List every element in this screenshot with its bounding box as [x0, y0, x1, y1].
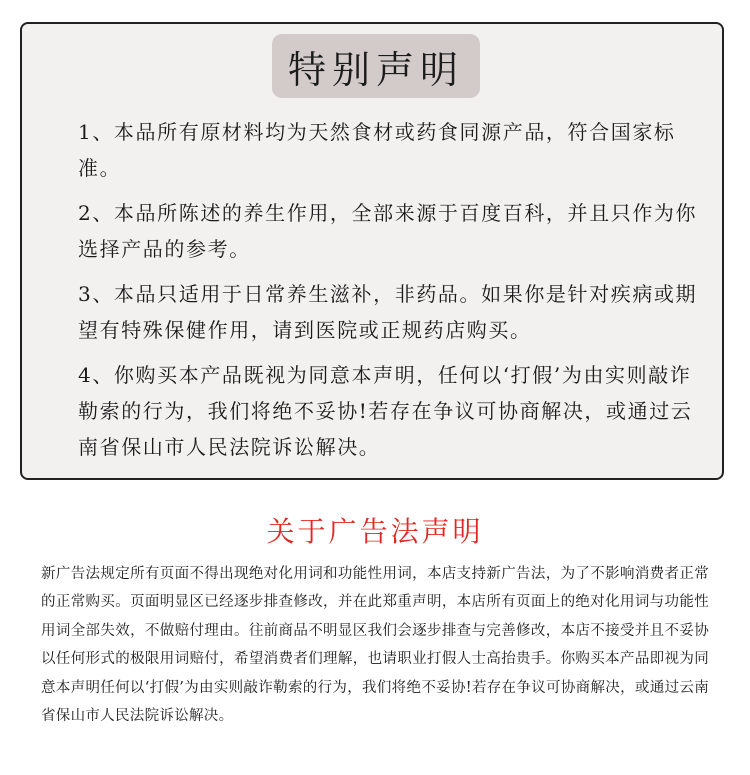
special-notice-title-tab — [272, 34, 480, 98]
ad-law-title: 关于广告法声明 — [266, 515, 484, 548]
notice-item-4: 4、你购买本产品既视为同意本声明，任何以‘打假’为由实则敲诈勒索的行为，我们将绝不妥协!若存在争议可协商解决，或通过云南省保山市人民法院诉讼解决。 — [78, 363, 693, 459]
notice-item-2: 2、本品所陈述的养生作用，全部来源于百度百科，并且只作为你选择产品的参考。 — [78, 201, 698, 261]
special-notice-list — [78, 114, 698, 474]
special-notice-box — [20, 22, 724, 480]
notice-item-1: 1、本品所有原材料均为天然食材或药食同源产品，符合国家标准。 — [78, 120, 676, 180]
ad-law-body: 新广告法规定所有页面不得出现绝对化用词和功能性用词，本店支持新广告法，为了不影响消费者正常的正常购买。页面明显区已经逐步排查修改，并在此郑重声明，本店所有页面上的绝对化用词与功能性用词全部失效，不做赔付理由。往前商品不明显区我们会逐步排查与完善修改，本店不接受并且不妥协以任何形式的极限用词赔付，希望消费者们理解，也请职业打假人士高抬贵手。你购买本产品即视为同意本声明任何以‘打假’为由实则敲诈勒索的行为，我们将绝不妥协!若存在争议可协商解决，或通过云南省保山市人民法院诉讼解决。 — [41, 566, 709, 725]
notice-item-3: 3、本品只适用于日常养生滋补，非药品。如果你是针对疾病或期望有特殊保健作用，请到医院或正规药店购买。 — [78, 282, 698, 342]
special-notice-title: 特别声明 — [287, 47, 464, 92]
